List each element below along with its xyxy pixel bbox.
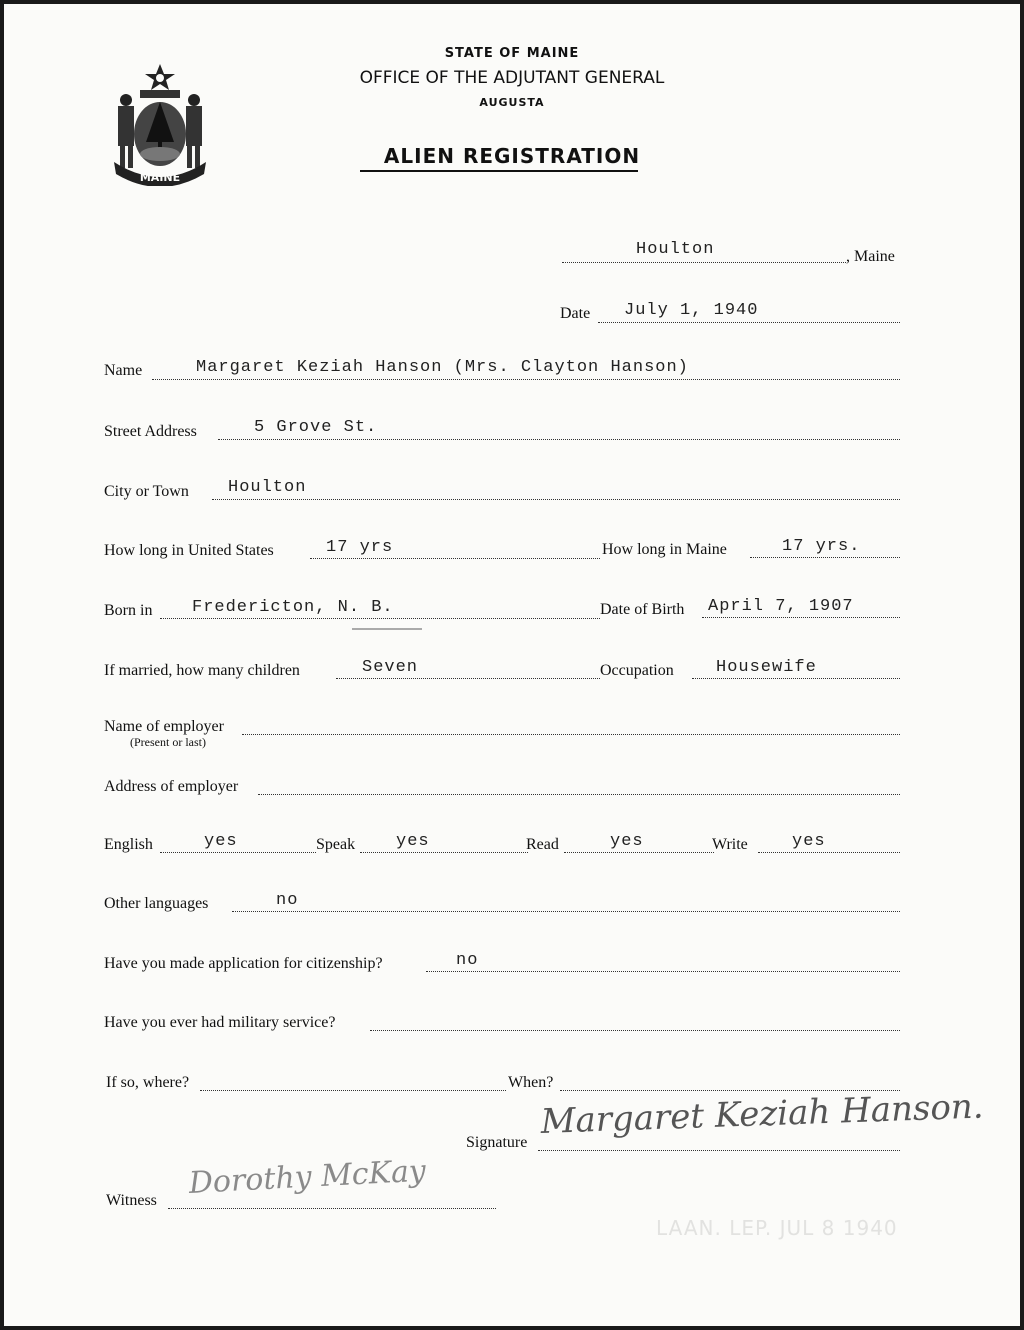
header-city: AUGUSTA [479, 96, 545, 109]
us-duration-line [310, 558, 600, 559]
dob-line [702, 617, 900, 618]
military-label: Have you ever had military service? [104, 1014, 336, 1031]
page-title: ALIEN REGISTRATION [383, 144, 641, 168]
registration-form [4, 4, 1020, 1326]
city-label: City or Town [104, 483, 189, 500]
maine-duration-value: 17 yrs. [782, 537, 861, 556]
date-label: Date [560, 305, 591, 322]
town-line [562, 262, 846, 263]
children-value: Seven [362, 658, 419, 677]
speak-value: yes [396, 832, 430, 851]
signature-label: Signature [466, 1134, 528, 1151]
english-value: yes [204, 832, 238, 851]
other-languages-line [232, 911, 900, 912]
employer-line [242, 734, 900, 735]
street-label: Street Address [104, 423, 197, 440]
read-label: Read [526, 836, 559, 853]
title-underline [360, 170, 638, 172]
born-line [160, 618, 600, 619]
children-label: If married, how many children [104, 662, 300, 679]
other-languages-value: no [276, 891, 299, 910]
write-label: Write [712, 836, 748, 853]
erasure-mark [352, 628, 422, 630]
maine-duration-label: How long in Maine [602, 541, 727, 558]
name-line [152, 379, 900, 380]
date-line [598, 322, 900, 323]
employer-label: Name of employer [104, 718, 224, 735]
name-label: Name [104, 362, 143, 379]
witness-label: Witness [106, 1192, 157, 1209]
name-value: Margaret Keziah Hanson (Mrs. Clayton Hanson) [196, 358, 689, 377]
citizenship-label: Have you made application for citizenship? [104, 955, 383, 972]
children-line [336, 678, 600, 679]
maine-duration-line [750, 557, 900, 558]
signature-value: Margaret Keziah Hanson. [540, 1086, 985, 1142]
write-line [758, 852, 900, 853]
occupation-value: Housewife [716, 658, 817, 677]
received-stamp: LAAN. LEP. JUL 8 1940 [656, 1216, 898, 1240]
city-value: Houlton [228, 478, 307, 497]
town-suffix: , Maine [846, 248, 895, 265]
dob-value: April 7, 1907 [708, 597, 854, 616]
us-duration-label: How long in United States [104, 542, 274, 559]
where-line [200, 1090, 506, 1091]
speak-label: Speak [316, 836, 356, 853]
header-state: STATE OF MAINE [444, 46, 580, 61]
header-office: OFFICE OF THE ADJUTANT GENERAL [359, 68, 665, 88]
witness-value: Dorothy McKay [188, 1153, 427, 1201]
citizenship-value: no [456, 951, 479, 970]
when-label: When? [508, 1074, 554, 1091]
english-label: English [104, 836, 153, 853]
witness-line [168, 1208, 496, 1209]
city-line [212, 499, 900, 500]
born-value: Fredericton, N. B. [192, 598, 394, 617]
date-value: July 1, 1940 [624, 301, 759, 320]
dob-label: Date of Birth [600, 601, 685, 618]
town-value: Houlton [636, 240, 715, 259]
employer-address-label: Address of employer [104, 778, 239, 795]
english-line [160, 852, 316, 853]
speak-line [360, 852, 528, 853]
read-line [564, 852, 714, 853]
military-line [370, 1030, 900, 1031]
citizenship-line [426, 971, 900, 972]
employer-sublabel: (Present or last) [130, 735, 206, 749]
seal-text: MAINE [139, 171, 181, 184]
street-value: 5 Grove St. [254, 418, 378, 437]
occupation-label: Occupation [600, 662, 674, 679]
born-label: Born in [104, 602, 153, 619]
other-languages-label: Other languages [104, 895, 209, 912]
occupation-line [692, 678, 900, 679]
write-value: yes [792, 832, 826, 851]
read-value: yes [610, 832, 644, 851]
employer-address-line [258, 794, 900, 795]
where-label: If so, where? [106, 1074, 190, 1091]
us-duration-value: 17 yrs [326, 538, 394, 557]
signature-line [538, 1150, 900, 1151]
street-line [218, 439, 900, 440]
